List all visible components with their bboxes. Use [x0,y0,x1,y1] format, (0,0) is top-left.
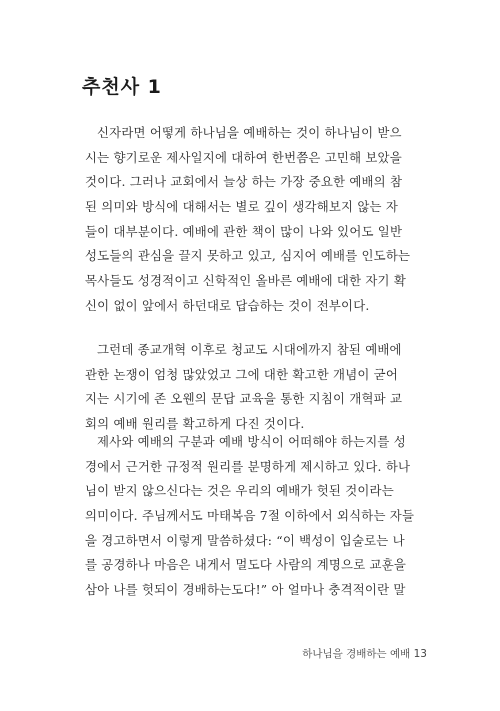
text-line: 목사들도 성경적이고 신학적인 올바른 예배에 대한 자기 확 [85,273,407,289]
text-line: 을 경고하면서 이렇게 말씀하셨다: “이 백성이 입술로는 나 [85,532,405,548]
text-line: 된 의미와 방식에 대해서는 별로 깊이 생각해보지 않는 자 [85,199,399,215]
page-title: 추천사 1 [82,76,162,98]
paragraph-1 [85,121,425,319]
paragraph-3 [85,430,425,603]
page-footer: 하나님을 경배하는 예배 13 [302,648,427,660]
text-line: 신자라면 어떻게 하나님을 예배하는 것이 하나님이 받으 [97,125,402,140]
text-line: 신이 없이 앞에서 하던대로 답습하는 것이 전부이다. [85,297,370,313]
text-line: 님이 받지 않으신다는 것은 우리의 예배가 헛된 것이라는 [85,483,394,499]
text-line: 지는 시기에 존 오웬의 문답 교육을 통한 지침이 개혁파 교 [85,391,403,407]
text-line: 그런데 종교개혁 이후로 청교도 시대에까지 참된 예배에 [97,342,402,357]
text-line: 삼아 나를 헛되이 경배하는도다!” 아 얼마나 충격적이란 말 [85,582,406,598]
text-line: 제사와 예배의 구분과 예배 방식이 어떠해야 하는지를 성 [97,434,406,449]
text-line: 회의 예배 원리를 확고하게 다진 것이다. [85,416,305,432]
text-line: 것이다. 그러나 교회에서 늘상 하는 가장 중요한 예배의 참 [85,174,403,190]
text-line: 관한 논쟁이 엄청 많았었고 그에 대한 확고한 개념이 굳어 [85,366,399,382]
text-line: 를 공경하나 마음은 내게서 멀도다 사람의 계명으로 교훈을 [85,557,407,573]
text-line: 의미이다. 주님께서도 마태복음 7절 이하에서 외식하는 자들 [85,508,415,524]
text-line: 경에서 근거한 규정적 원리를 분명하게 제시하고 있다. 하나 [85,458,411,474]
text-line: 시는 향기로운 제사일지에 대하여 한번쯤은 고민해 보았을 [85,149,402,165]
text-line: 들이 대부분이다. 예배에 관한 책이 많이 나와 있어도 일반 [85,223,403,239]
text-line: 성도들의 관심을 끌지 못하고 있고, 심지어 예배를 인도하는 [85,248,411,264]
paragraph-2 [85,338,425,437]
